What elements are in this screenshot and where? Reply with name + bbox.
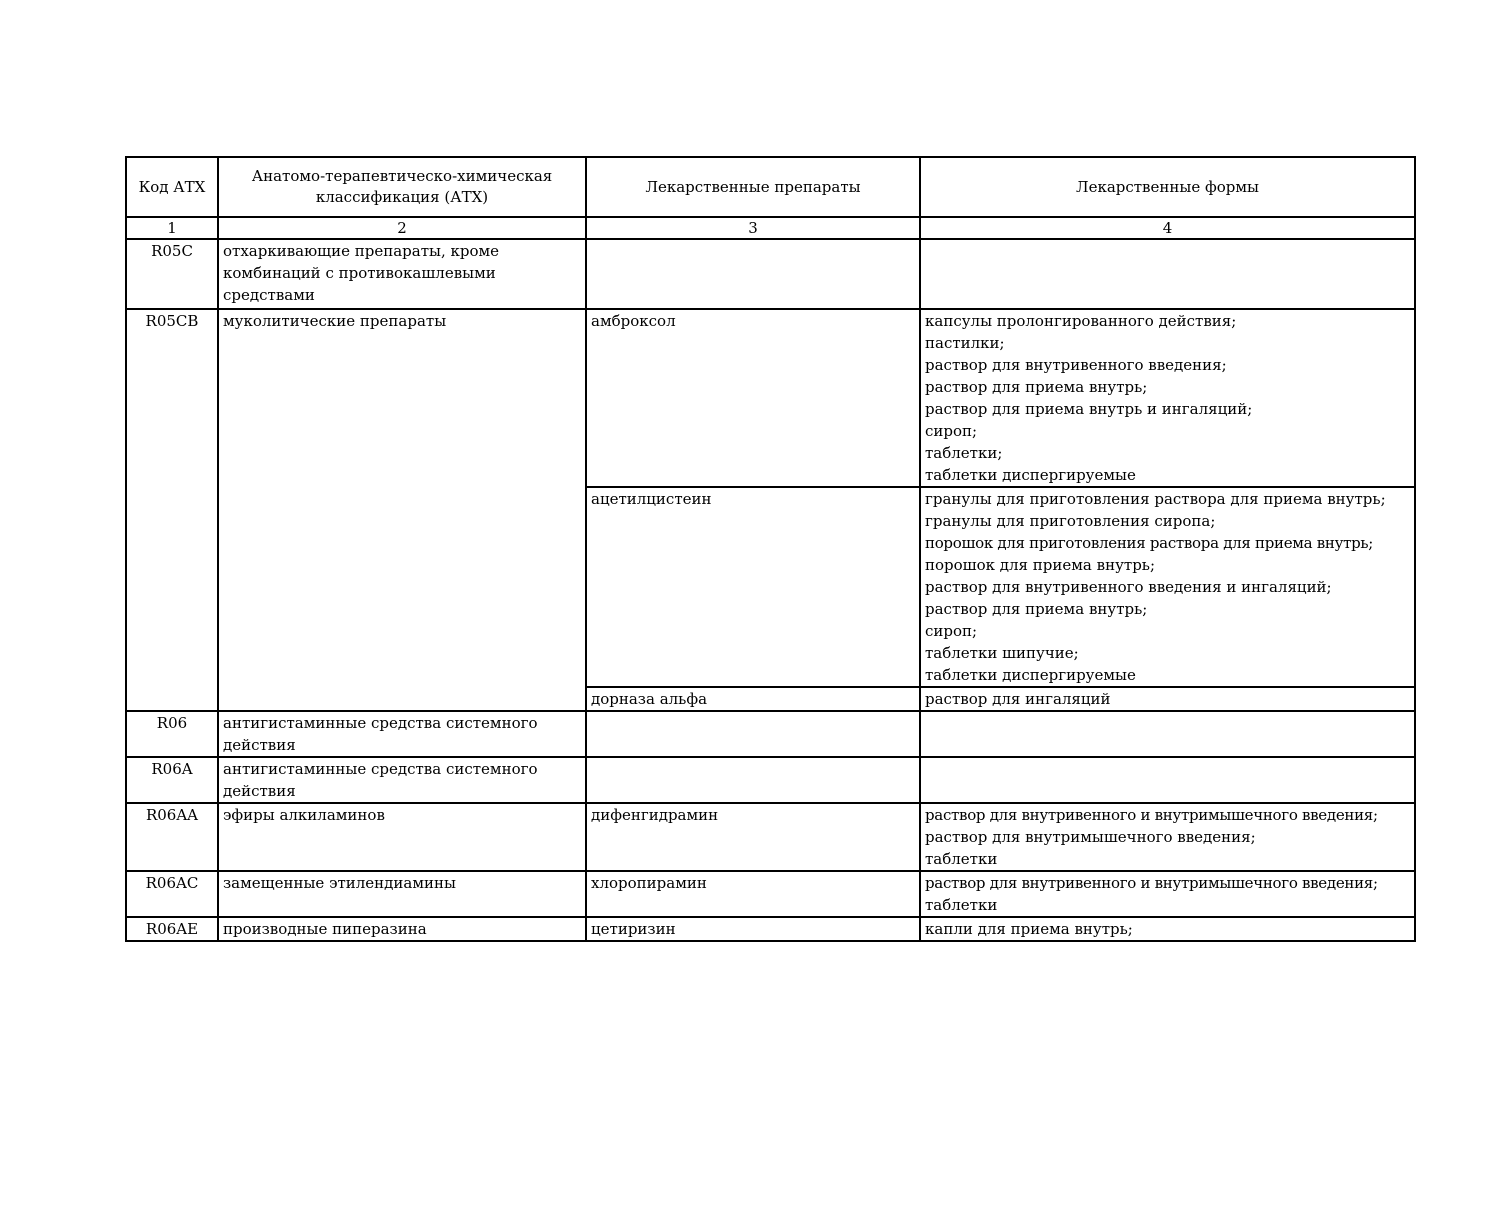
classification-text: отхаркивающие препараты, кроме комбинаций с противокашлевыми средствами [223, 242, 500, 304]
atx-code: R05C [126, 239, 218, 309]
header-code: Код АТХ [126, 157, 218, 217]
drug-name: дифенгидрамин [586, 803, 920, 871]
form-item: раствор для приема внутрь; [925, 600, 1148, 618]
drug-name: ацетилцистеин [586, 487, 920, 687]
atx-classification: замещенные этилендиамины [218, 871, 586, 917]
form-item: капсулы пролонгированного действия; [925, 312, 1237, 330]
header-classification: Анатомо-терапевтическо-химическая классификация (АТХ) [218, 157, 586, 217]
table-row [126, 711, 1415, 757]
table-row [126, 757, 1415, 803]
drug-forms [920, 757, 1415, 803]
form-item: раствор для внутривенного введения и ингаляций; [925, 578, 1332, 596]
table-row [126, 871, 1415, 917]
form-item: пастилки; [925, 334, 1005, 352]
form-item: гранулы для приготовления раствора для приема внутрь; [925, 490, 1386, 508]
column-number: 3 [586, 217, 920, 239]
form-item: порошок для приема внутрь; [925, 556, 1156, 574]
table-row [126, 917, 1415, 941]
atx-code: R05CB [126, 309, 218, 711]
atx-code: R06 [126, 711, 218, 757]
form-item: раствор для внутривенного и внутримышечного введения; [925, 806, 1378, 824]
column-number: 1 [126, 217, 218, 239]
column-number: 2 [218, 217, 586, 239]
atx-classification [218, 239, 586, 309]
drug-forms [920, 711, 1415, 757]
drug-forms [920, 239, 1415, 309]
form-item: порошок для приготовления раствора для приема внутрь; [925, 534, 1374, 552]
drug-name [586, 757, 920, 803]
form-item: раствор для внутримышечного введения; [925, 828, 1256, 846]
classification-text: антигистаминные средства системного действия [223, 760, 538, 800]
form-item: раствор для приема внутрь и ингаляций; [925, 400, 1253, 418]
drug-name: цетиризин [586, 917, 920, 941]
header-forms: Лекарственные формы [920, 157, 1415, 217]
header-drugs: Лекарственные препараты [586, 157, 920, 217]
classification-text: антигистаминные средства системного действия [223, 714, 538, 754]
drug-forms [920, 487, 1415, 687]
drug-name: амброксол [586, 309, 920, 487]
atx-classification: производные пиперазина [218, 917, 586, 941]
form-item: капли для приема внутрь; [925, 920, 1133, 938]
atx-classification: эфиры алкиламинов [218, 803, 586, 871]
drug-forms [920, 309, 1415, 487]
drug-name [586, 239, 920, 309]
form-item: сироп; [925, 622, 978, 640]
drug-forms [920, 917, 1415, 941]
atx-classification: муколитические препараты [218, 309, 586, 711]
atx-table [125, 156, 1416, 942]
table-row [126, 239, 1415, 309]
header-row [126, 157, 1415, 217]
form-item: таблетки [925, 896, 998, 914]
drug-name: дорназа альфа [586, 687, 920, 711]
atx-classification [218, 757, 586, 803]
form-item: сироп; [925, 422, 978, 440]
form-item: таблетки [925, 850, 998, 868]
atx-code: R06AA [126, 803, 218, 871]
drug-forms [920, 687, 1415, 711]
form-item: таблетки шипучие; [925, 644, 1079, 662]
form-item: таблетки диспергируемые [925, 666, 1136, 684]
drug-forms [920, 871, 1415, 917]
table-row [126, 803, 1415, 871]
atx-classification [218, 711, 586, 757]
form-item: таблетки диспергируемые [925, 466, 1136, 484]
form-item: гранулы для приготовления сиропа; [925, 512, 1216, 530]
document-page [125, 156, 1414, 942]
atx-code: R06A [126, 757, 218, 803]
column-number: 4 [920, 217, 1415, 239]
table-row [126, 309, 1415, 487]
column-number-row [126, 217, 1415, 239]
form-item: раствор для внутривенного и внутримышечного введения; [925, 874, 1378, 892]
drug-name [586, 711, 920, 757]
form-item: раствор для внутривенного введения; [925, 356, 1227, 374]
form-item: таблетки; [925, 444, 1003, 462]
form-item: раствор для ингаляций [925, 690, 1111, 708]
atx-code: R06AC [126, 871, 218, 917]
drug-forms [920, 803, 1415, 871]
drug-name: хлоропирамин [586, 871, 920, 917]
form-item: раствор для приема внутрь; [925, 378, 1148, 396]
atx-code: R06AE [126, 917, 218, 941]
